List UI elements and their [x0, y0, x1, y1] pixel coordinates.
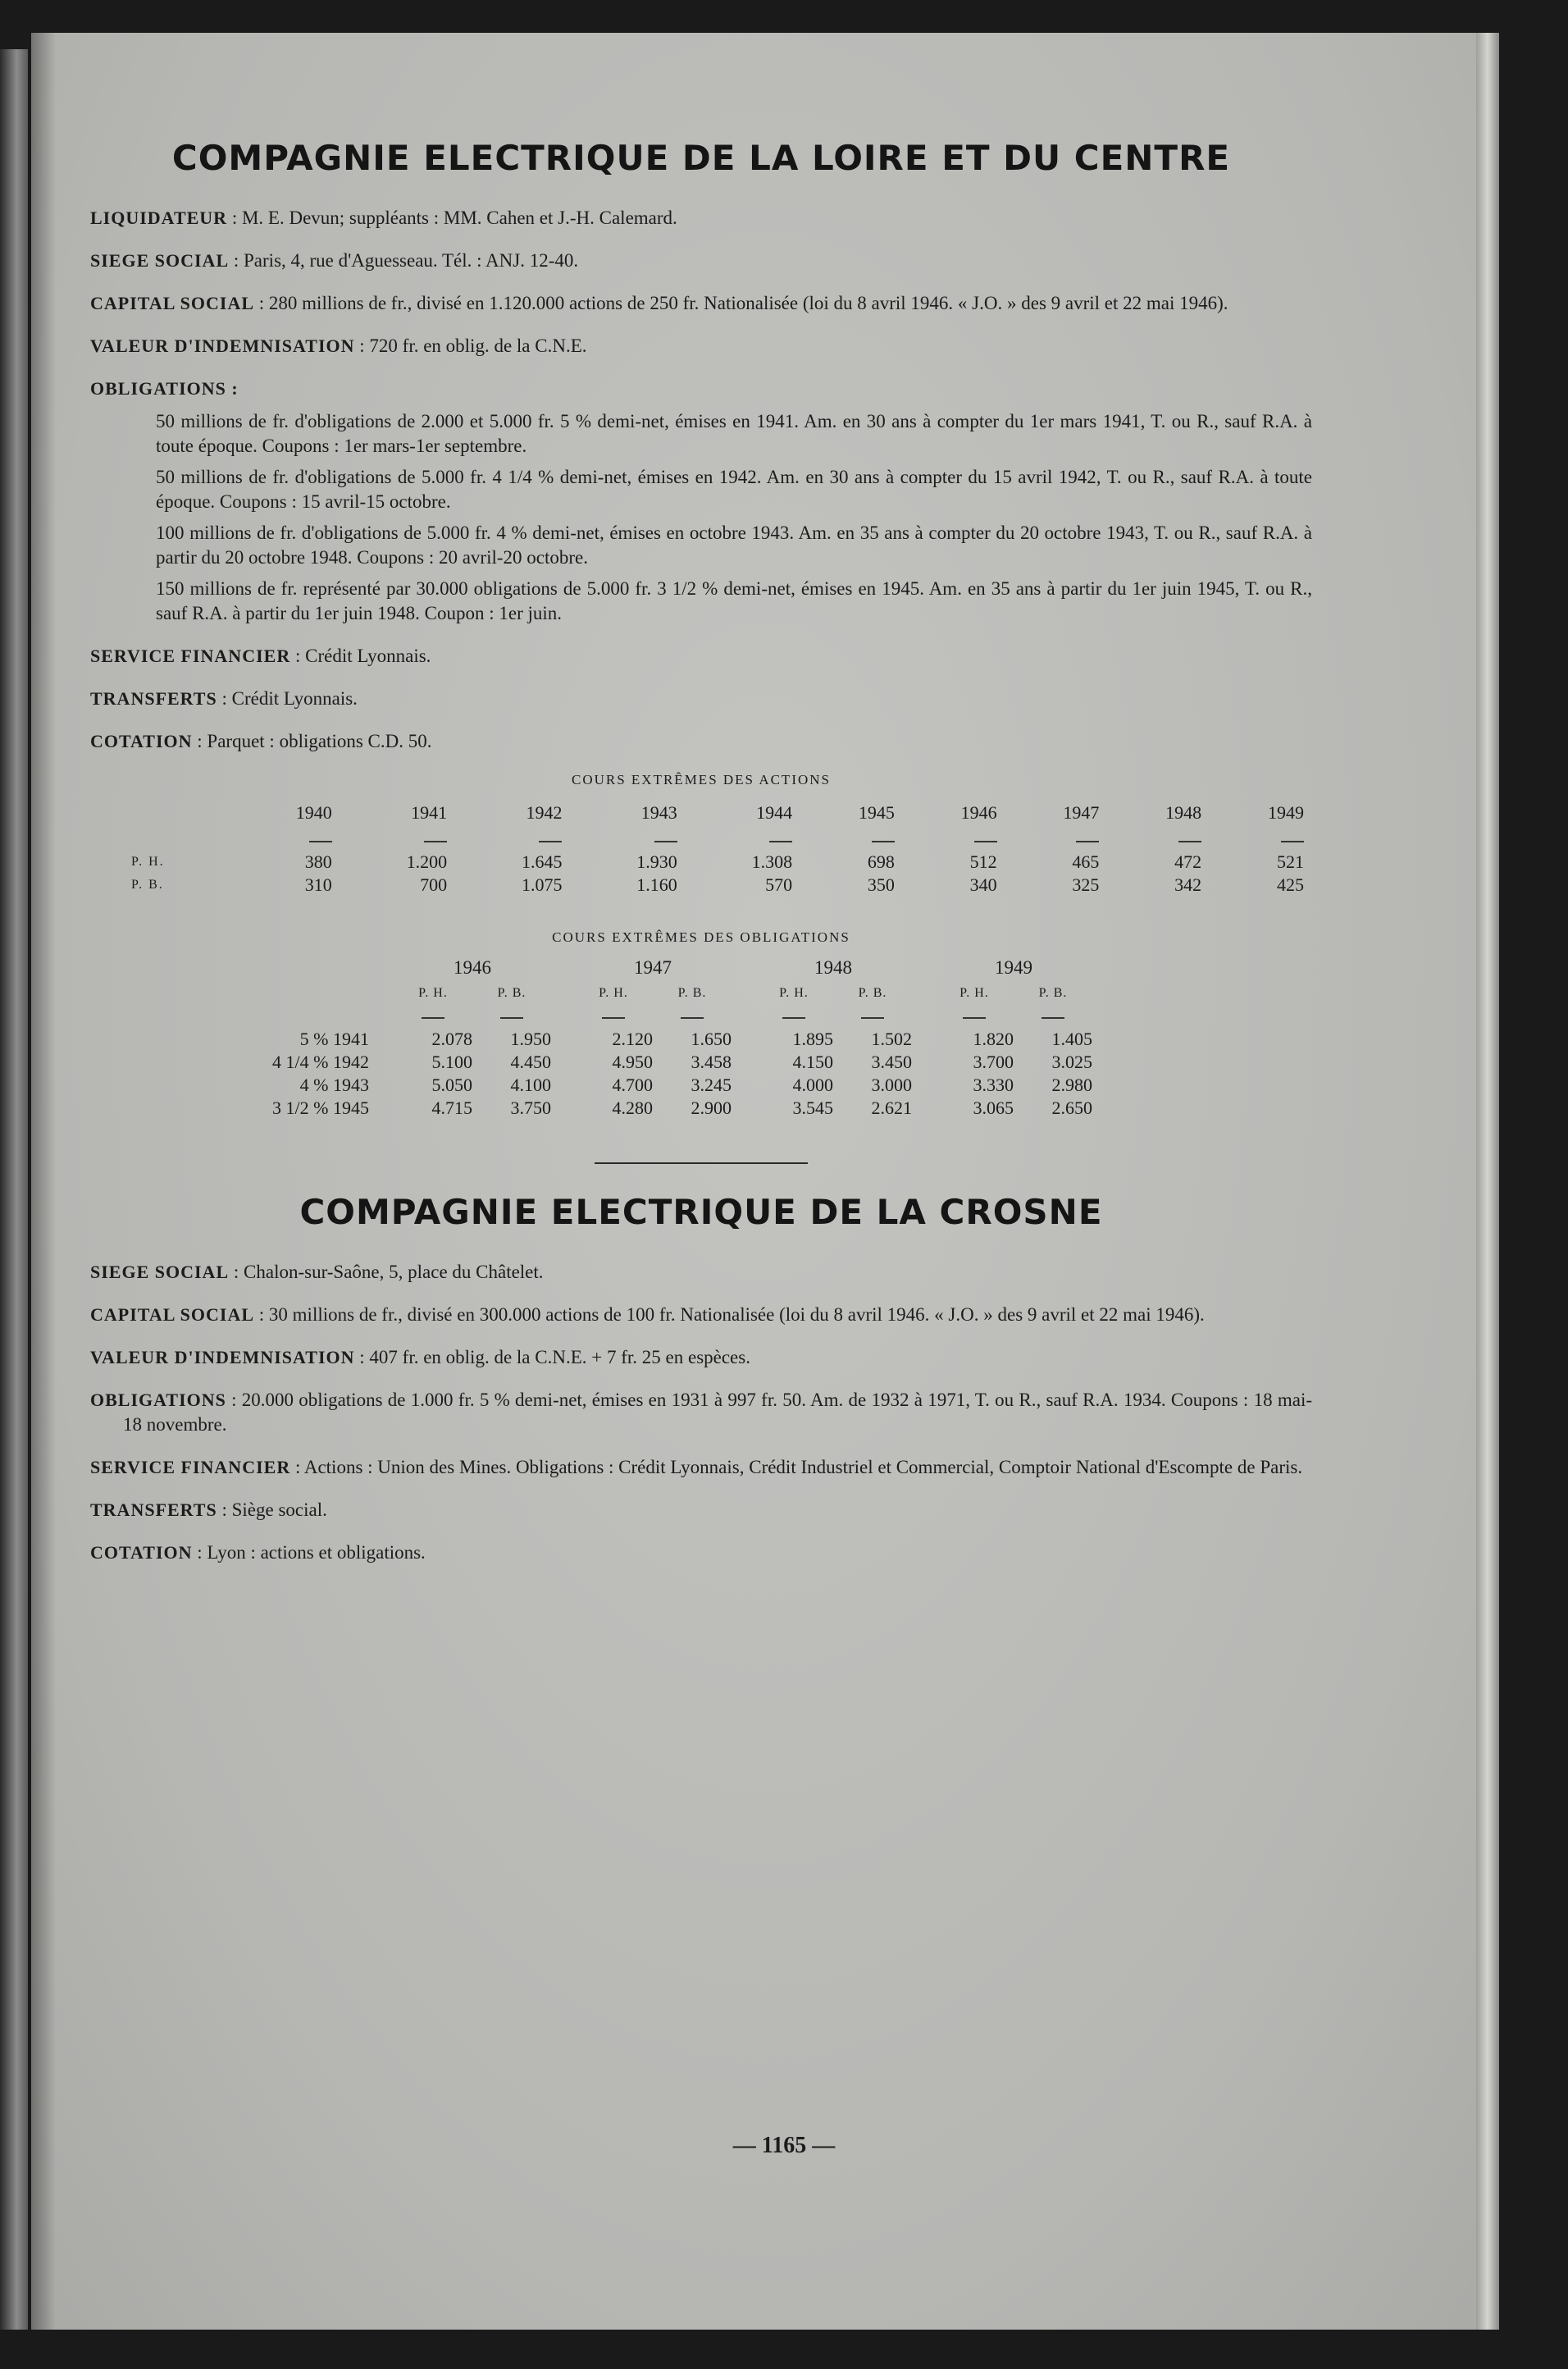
table-cell: 1.075 [521, 874, 563, 895]
page-content [90, 123, 1312, 1583]
transferts-text: : Siège social. [217, 1499, 327, 1520]
table-row [221, 1051, 1092, 1074]
table-cell: 4.715 [431, 1098, 472, 1118]
left-page-edge [0, 49, 28, 2330]
table-cell: 4.000 [792, 1075, 833, 1095]
valeur-label: VALEUR D'INDEMNISATION [90, 335, 355, 356]
ph-header: P. H. [599, 986, 628, 1000]
table-row [221, 1028, 1092, 1051]
page-number: — 1165 — [732, 2133, 836, 2158]
siege-label: SIEGE SOCIAL [90, 1262, 230, 1282]
section1-siege [90, 249, 1312, 273]
page-binding-shadow [31, 33, 56, 2330]
bond-label: 4 % 1943 [299, 1075, 369, 1095]
table-cell: 310 [304, 874, 332, 895]
table-cell: 3.065 [973, 1098, 1014, 1118]
obligations-ph-pb-row [221, 982, 1092, 1005]
service-label: SERVICE FINANCIER [90, 1457, 291, 1477]
obligation-item-4: 150 millions de fr. représenté par 30.000 obligations de 5.000 fr. 3 1/2 % demi-net, émises en 1945. Am. en 35 ans à partir du 1er juin 1945, T. ou R., sauf R.A. à partir du 1er juin 1948. Coupon : 1er juin. [156, 578, 1312, 623]
table-cell: 3.458 [691, 1052, 732, 1072]
section2-cotation [90, 1541, 1312, 1565]
table-cell: 4.150 [792, 1052, 833, 1072]
section1-obligations-heading [90, 377, 1312, 401]
obligations-table [221, 954, 1092, 1120]
obligation-item-3: 100 millions de fr. d'obligations de 5.000 fr. 4 % demi-net, émises en octobre 1943. Am. en 35 ans à compter du 20 octobre 1943, T. ou R., sauf R.A. à partir du 20 octobre 1948. Coupons : 20 avril-20 octobre. [156, 523, 1312, 568]
section1-cotation [90, 729, 1312, 754]
table-cell: 325 [1072, 874, 1100, 895]
table-row [131, 874, 1304, 897]
siege-text: : Chalon-sur-Saône, 5, place du Châtelet. [229, 1262, 544, 1282]
table-cell: 3.545 [792, 1098, 833, 1118]
section1-service [90, 644, 1312, 669]
table-row [131, 851, 1304, 874]
dash-row [221, 1005, 1092, 1028]
capital-label: CAPITAL SOCIAL [90, 293, 255, 313]
bond-label: 3 1/2 % 1945 [272, 1098, 369, 1118]
valeur-text: : 407 fr. en oblig. de la C.N.E. + 7 fr. 25 en espèces. [354, 1347, 750, 1367]
capital-label: CAPITAL SOCIAL [90, 1304, 255, 1325]
transferts-text: : Crédit Lyonnais. [217, 688, 358, 709]
table-cell: 3.245 [691, 1075, 732, 1095]
obligations-text: : 20.000 obligations de 1.000 fr. 5 % demi-net, émises en 1931 à 997 fr. 50. Am. de 1932 à 1971, T. ou R., sauf R.A. 1934. Coupons : 18 mai-18 novembre. [123, 1390, 1312, 1435]
table-row [221, 1097, 1092, 1120]
table-cell: 4.100 [510, 1075, 551, 1095]
cotation-label: COTATION [90, 1542, 193, 1563]
bond-label: 4 1/4 % 1942 [272, 1052, 369, 1072]
table-cell: 3.750 [510, 1098, 551, 1118]
pb-header: P. B. [677, 986, 707, 1000]
obligation-item-2: 50 millions de fr. d'obligations de 5.000 fr. 4 1/4 % demi-net, émises en 1942. Am. en 30 ans à compter du 15 avril 1942, T. ou R., sauf R.A. à toute époque. Coupons : 15 avril-15 octobre. [156, 467, 1312, 512]
table-cell: 1.308 [751, 851, 793, 872]
table-cell: 1.950 [510, 1029, 551, 1049]
siege-label: SIEGE SOCIAL [90, 250, 230, 271]
row-label: P. B. [131, 878, 164, 892]
table-cell: 2.078 [431, 1029, 472, 1049]
capital-text: : 280 millions de fr., divisé en 1.120.000 actions de 250 fr. Nationalisée (loi du 8 avril 1946. « J.O. » des 9 avril et 22 mai 1946). [254, 293, 1228, 313]
table-cell: 4.950 [612, 1052, 653, 1072]
table-cell: 1.405 [1051, 1029, 1092, 1049]
pb-header: P. B. [858, 986, 887, 1000]
year-header: 1946 [960, 802, 997, 823]
obligations-table-caption: COURS EXTRÊMES DES OBLIGATIONS [552, 929, 850, 945]
transferts-label: TRANSFERTS [90, 688, 217, 709]
year-header: 1948 [814, 957, 852, 978]
table-cell: 512 [969, 851, 997, 872]
table-cell: 1.820 [973, 1029, 1014, 1049]
table-cell: 3.700 [973, 1052, 1014, 1072]
page-edge-right [1476, 33, 1499, 2330]
section2-valeur [90, 1345, 1312, 1370]
table-cell: 3.025 [1051, 1052, 1092, 1072]
table-cell: 472 [1174, 851, 1202, 872]
section2-transferts [90, 1498, 1312, 1522]
ph-header: P. H. [779, 986, 809, 1000]
pb-header: P. B. [1038, 986, 1068, 1000]
table-cell: 3.330 [973, 1075, 1014, 1095]
table-cell: 698 [867, 851, 895, 872]
year-header: 1947 [634, 957, 672, 978]
section1-liquidateur [90, 206, 1312, 231]
service-text: : Crédit Lyonnais. [290, 646, 431, 666]
table-cell: 1.930 [636, 851, 677, 872]
table-cell: 465 [1072, 851, 1100, 872]
ph-header: P. H. [418, 986, 448, 1000]
year-header: 1941 [411, 802, 448, 823]
liquidateur-text: : M. E. Devun; suppléants : MM. Cahen et J.-H. Calemard. [227, 208, 677, 228]
table-cell: 350 [867, 874, 895, 895]
year-header: 1943 [640, 802, 677, 823]
table-cell: 5.050 [431, 1075, 472, 1095]
service-label: SERVICE FINANCIER [90, 646, 291, 666]
table-cell: 2.120 [612, 1029, 653, 1049]
ph-header: P. H. [959, 986, 989, 1000]
year-header: 1945 [858, 802, 895, 823]
section1-valeur [90, 334, 1312, 358]
valeur-text: : 720 fr. en oblig. de la C.N.E. [354, 335, 587, 356]
year-header: 1946 [454, 957, 491, 978]
table-cell: 1.200 [406, 851, 448, 872]
year-header: 1942 [526, 802, 563, 823]
table-cell: 2.980 [1051, 1075, 1092, 1095]
table-cell: 1.895 [792, 1029, 833, 1049]
valeur-label: VALEUR D'INDEMNISATION [90, 1347, 355, 1367]
liquidateur-label: LIQUIDATEUR [90, 208, 228, 228]
cotation-text: : Parquet : obligations C.D. 50. [192, 731, 432, 751]
pb-header: P. B. [497, 986, 526, 1000]
actions-table-years-row [131, 797, 1304, 829]
cotation-label: COTATION [90, 731, 193, 751]
section2-title: COMPAGNIE ELECTRIQUE DE LA CROSNE [299, 1192, 1103, 1232]
table-cell: 340 [969, 874, 997, 895]
table-cell: 700 [420, 874, 448, 895]
table-cell: 342 [1174, 874, 1202, 895]
year-header: 1949 [995, 957, 1032, 978]
section2-capital [90, 1303, 1312, 1327]
table-cell: 3.450 [871, 1052, 912, 1072]
table-cell: 570 [765, 874, 793, 895]
transferts-label: TRANSFERTS [90, 1499, 217, 1520]
table-cell: 1.645 [521, 851, 563, 872]
table-cell: 5.100 [431, 1052, 472, 1072]
obligations-label: OBLIGATIONS : [90, 378, 239, 399]
year-header: 1940 [295, 802, 332, 823]
table-cell: 4.450 [510, 1052, 551, 1072]
section2-siege [90, 1260, 1312, 1285]
siege-text: : Paris, 4, rue d'Aguesseau. Tél. : ANJ. 12-40. [229, 250, 579, 271]
dash-row [131, 829, 1304, 851]
section1-title: COMPAGNIE ELECTRIQUE DE LA LOIRE ET DU CENTRE [171, 138, 1231, 178]
section1-capital [90, 291, 1312, 316]
obligations-years-row [221, 954, 1092, 982]
service-text: : Actions : Union des Mines. Obligations : Crédit Lyonnais, Crédit Industriel et Commercial, Comptoir National d'Escompte de Paris. [290, 1457, 1303, 1477]
year-header: 1949 [1268, 802, 1304, 823]
actions-table-caption: COURS EXTRÊMES DES ACTIONS [571, 772, 831, 787]
bond-label: 5 % 1941 [299, 1029, 369, 1049]
table-cell: 1.650 [691, 1029, 732, 1049]
section2-obligations [90, 1388, 1312, 1437]
table-cell: 2.900 [691, 1098, 732, 1118]
table-row [221, 1074, 1092, 1097]
table-cell: 4.280 [612, 1098, 653, 1118]
section2-service [90, 1455, 1312, 1480]
year-header: 1947 [1063, 802, 1100, 823]
table-cell: 521 [1277, 851, 1304, 872]
actions-table [131, 797, 1304, 897]
cotation-text: : Lyon : actions et obligations. [192, 1542, 426, 1563]
row-label: P. H. [131, 855, 165, 869]
table-cell: 2.621 [871, 1098, 912, 1118]
obligation-item-1: 50 millions de fr. d'obligations de 2.000 et 5.000 fr. 5 % demi-net, émises en 1941. Am. en 30 ans à compter du 1er mars 1941, T. ou R., sauf R.A. à toute époque. Coupons : 1er mars-1er septembre. [156, 411, 1312, 456]
obligations-label: OBLIGATIONS [90, 1390, 226, 1410]
year-header: 1948 [1165, 802, 1202, 823]
table-cell: 4.700 [612, 1075, 653, 1095]
table-cell: 425 [1277, 874, 1304, 895]
section1-transferts [90, 687, 1312, 711]
table-cell: 2.650 [1051, 1098, 1092, 1118]
table-cell: 1.502 [871, 1029, 912, 1049]
section-separator [595, 1162, 808, 1164]
capital-text: : 30 millions de fr., divisé en 300.000 actions de 100 fr. Nationalisée (loi du 8 avril 1946. « J.O. » des 9 avril et 22 mai 1946). [254, 1304, 1205, 1325]
table-cell: 380 [304, 851, 332, 872]
table-cell: 3.000 [871, 1075, 912, 1095]
table-cell: 1.160 [636, 874, 677, 895]
year-header: 1944 [756, 802, 793, 823]
